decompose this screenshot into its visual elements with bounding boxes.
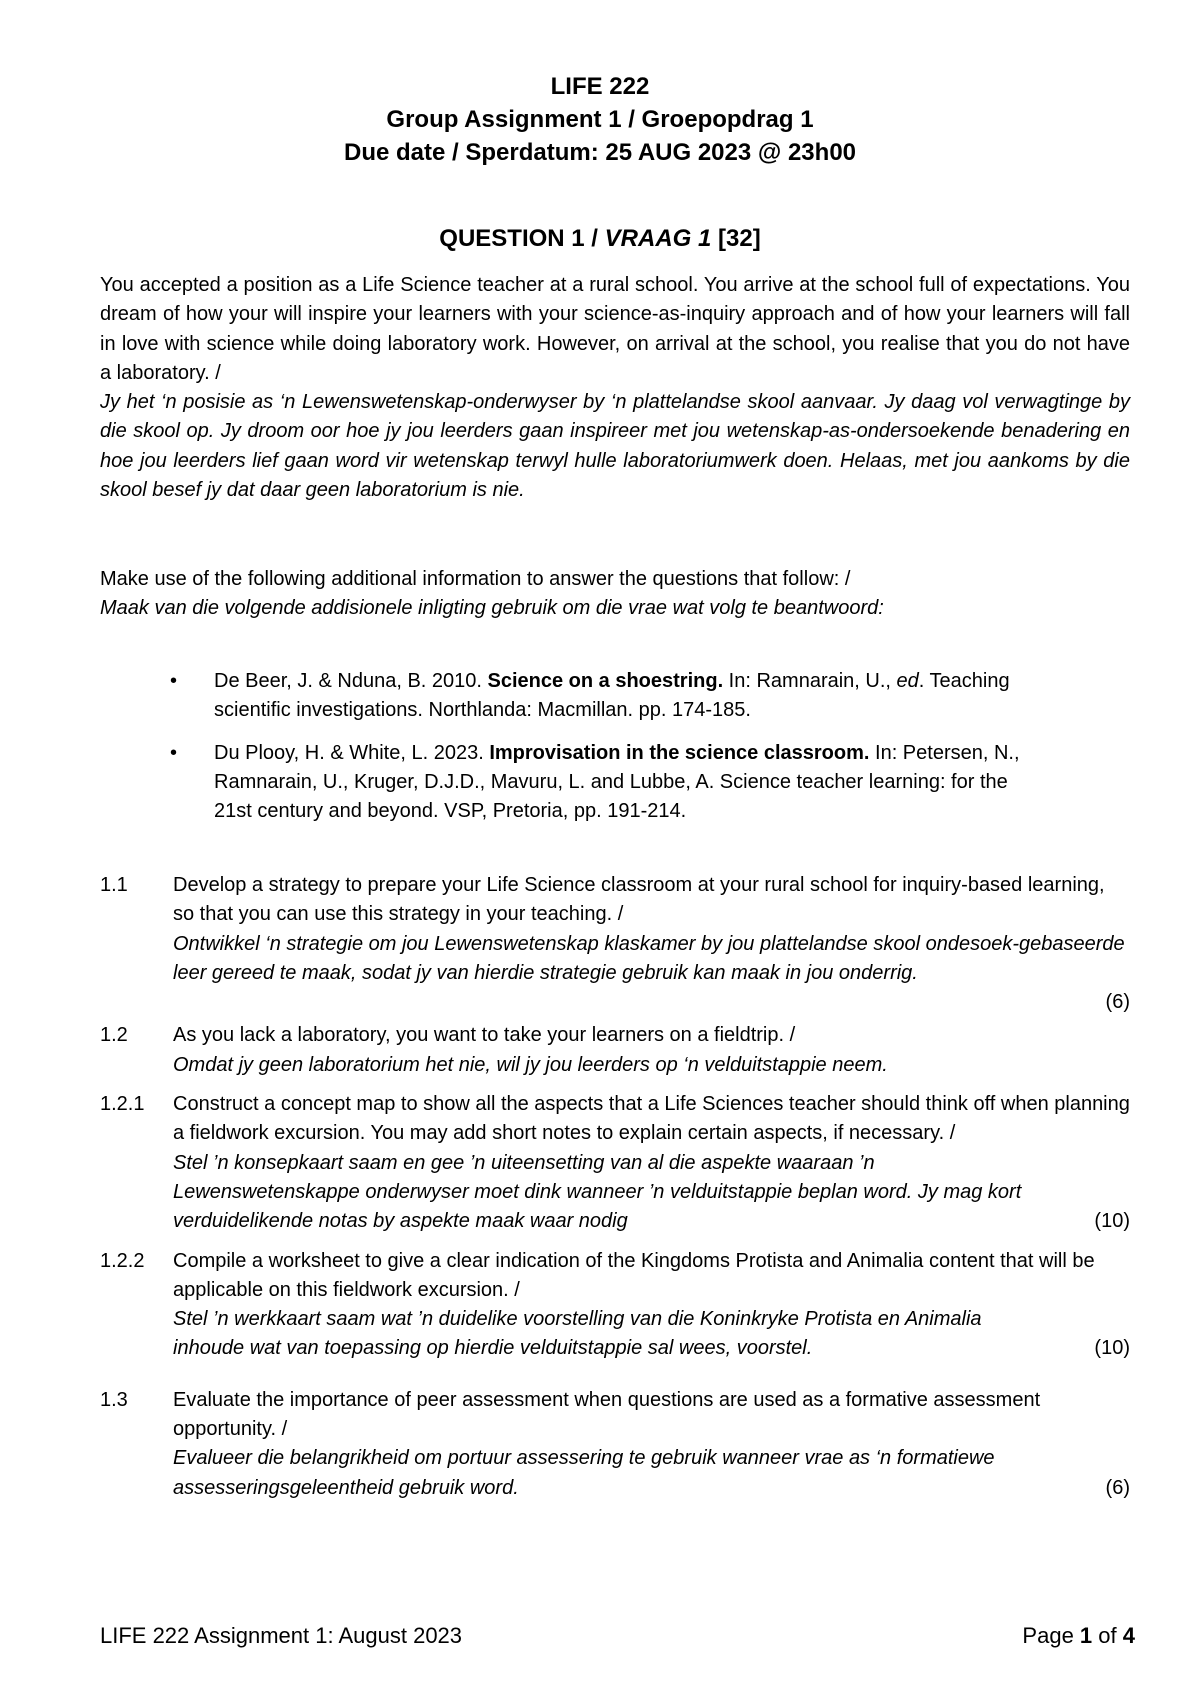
question-label-af: VRAAG 1 [604, 225, 712, 252]
question-text-english: Evaluate the importance of peer assessment when questions are used as a formative assessment opportunity. / [173, 1388, 1041, 1441]
question-heading [0, 222, 1200, 255]
reference-publication: . Teaching scientific investigations. Northlanda: Macmillan. pp. 174-185. [214, 670, 1010, 721]
question-text-english: As you lack a laboratory, you want to take your learners on a fieldtrip. / [173, 1024, 796, 1047]
question-text-english: Compile a worksheet to give a clear indication of the Kingdoms Protista and Animalia content that will be applicable on this fieldwork excursion. / [173, 1249, 1095, 1301]
page-indicator-prefix: Page [1022, 1623, 1080, 1648]
question-text-afrikaans-line: Evalueer die belangrikheid om portuur assessering te gebruik wanneer vrae as ‘n formatiewe [173, 1447, 995, 1470]
question-text-afrikaans: Ontwikkel ‘n strategie om jou Lewenswetenskap klaskamer by jou plattelandse skool ondesoek-gebaseerde leer gereed te maak, sodat jy van hierdie strategie gebruik kan maak in jou onderrig. [173, 932, 1125, 984]
assignment-title: Group Assignment 1 / Groepopdrag 1 [386, 106, 814, 133]
instructions-english: Make use of the following additional information to answer the questions that follow: / [100, 568, 851, 590]
question-text-english: Construct a concept map to show all the aspects that a Life Sciences teacher should think off when planning a fieldwork excursion. You may add short notes to explain certain aspects, if necessary. / [173, 1093, 1130, 1145]
question-text-afrikaans-line: inhoude wat van toepassing op hierdie velduitstappie sal wees, voorstel. [173, 1337, 813, 1360]
instructions-afrikaans: Maak van die volgende addisionele inligting gebruik om die vrae wat volg te beantwoord: [100, 597, 884, 620]
page-footer [100, 1621, 1135, 1651]
question-marks: (10) [1094, 1210, 1130, 1233]
question-marks: (10) [1094, 1337, 1130, 1360]
bullet-icon: • [170, 742, 178, 764]
question-1-2-1 [100, 1090, 1130, 1236]
question-text-afrikaans-line: Stel ’n werkkaart saam wat ’n duidelike voorstelling van die Koninkryke Protista en Animalia [173, 1308, 982, 1331]
reference-source: In: Ramnarain, U., [723, 670, 897, 692]
question-text-afrikaans: Omdat jy geen laboratorium het nie, wil jy jou leerders op ‘n velduitstappie neem. [173, 1053, 888, 1076]
footer-document-title: LIFE 222 Assignment 1: August 2023 [100, 1623, 463, 1648]
reference-item [170, 739, 1050, 826]
page-total: 4 [1122, 1623, 1135, 1648]
question-text-afrikaans-line: verduidelikende notas by aspekte maak waar nodig [173, 1210, 628, 1233]
question-text-afrikaans-line: Stel ’n konsepkaart saam en gee ’n uiteensetting van al die aspekte waaraan ’n [173, 1151, 875, 1174]
bullet-icon: • [170, 670, 178, 692]
intro-english: You accepted a position as a Life Science teacher at a rural school. You arrive at the school full of expectations. You dream of how your will inspire your learners with your science-as-inquiry approach and of how your learners will fall in love with science while doing laboratory work. However, on arrival at the school, you realise that you do not have a laboratory. / [100, 274, 1130, 384]
question-number: 1.2.1 [100, 1093, 145, 1116]
question-1-2-2 [100, 1247, 1130, 1364]
question-number: 1.2.2 [100, 1249, 145, 1272]
question-final-line [173, 1474, 1130, 1503]
document-header [0, 70, 1200, 169]
question-number: 1.2 [100, 1024, 128, 1047]
reference-item [170, 667, 1050, 725]
question-1-1 [100, 871, 1130, 1017]
reference-authors: Du Plooy, H. & White, L. 2023. [214, 742, 490, 764]
question-label: QUESTION 1 / [439, 225, 605, 252]
question-final-line [173, 1207, 1130, 1236]
question-final-line [173, 1334, 1130, 1363]
question-marks: (6) [1105, 1476, 1130, 1499]
page-indicator-of: of [1092, 1623, 1123, 1648]
question-number: 1.3 [100, 1388, 128, 1411]
course-code: LIFE 222 [550, 73, 650, 100]
reference-title: Improvisation in the science classroom. [489, 742, 870, 764]
question-1-3 [100, 1386, 1130, 1503]
due-date: Due date / Sperdatum: 25 AUG 2023 @ 23h00 [343, 139, 857, 166]
question-total-marks: [32] [711, 225, 761, 252]
reference-title: Science on a shoestring. [487, 670, 724, 692]
reference-editor-abbrev: ed [896, 670, 919, 692]
reference-source: In: Petersen, N., Ramnarain, U., Kruger, D.J.D., Mavuru, L. and Lubbe, A. Science teacher learning: for the 21st century and beyond. VSP, Pretoria, pp. 191-214. [214, 742, 1020, 822]
instructions [100, 565, 1130, 624]
page-indicator [1022, 1621, 1135, 1651]
intro-afrikaans: Jy het ‘n posisie as ‘n Lewenswetenskap-onderwyser by ‘n plattelandse skool aanvaar. Jy daag vol verwagtinge by die skool op. Jy droom oor hoe jy jou leerders gaan inspireer met jou wetenskap-as-ondersoekende benadering en hoe jou leerders lief gaan word vir wetenskap terwyl hulle laboratoriumwerk doen. Helaas, met jou aankoms by die skool besef jy dat daar geen laboratorium is nie. [100, 391, 1130, 502]
question-marks: (6) [1105, 991, 1130, 1014]
question-number: 1.1 [100, 874, 128, 896]
scenario-intro [100, 271, 1130, 505]
question-text-english: Develop a strategy to prepare your Life Science classroom at your rural school for inquiry-based learning, so that you can use this strategy in your teaching. / [173, 874, 1105, 926]
question-1-2 [100, 1021, 1130, 1080]
page-number: 1 [1079, 1623, 1093, 1648]
reference-authors: De Beer, J. & Nduna, B. 2010. [214, 670, 488, 692]
reference-list [170, 667, 1050, 840]
question-text-afrikaans-line: assesseringsgeleentheid gebruik word. [173, 1476, 519, 1499]
question-text-afrikaans-line: Lewenswetenskappe onderwyser moet dink wanneer ’n velduitstappie beplan word. Jy mag kort [173, 1180, 1022, 1203]
question-list [100, 871, 1130, 1503]
